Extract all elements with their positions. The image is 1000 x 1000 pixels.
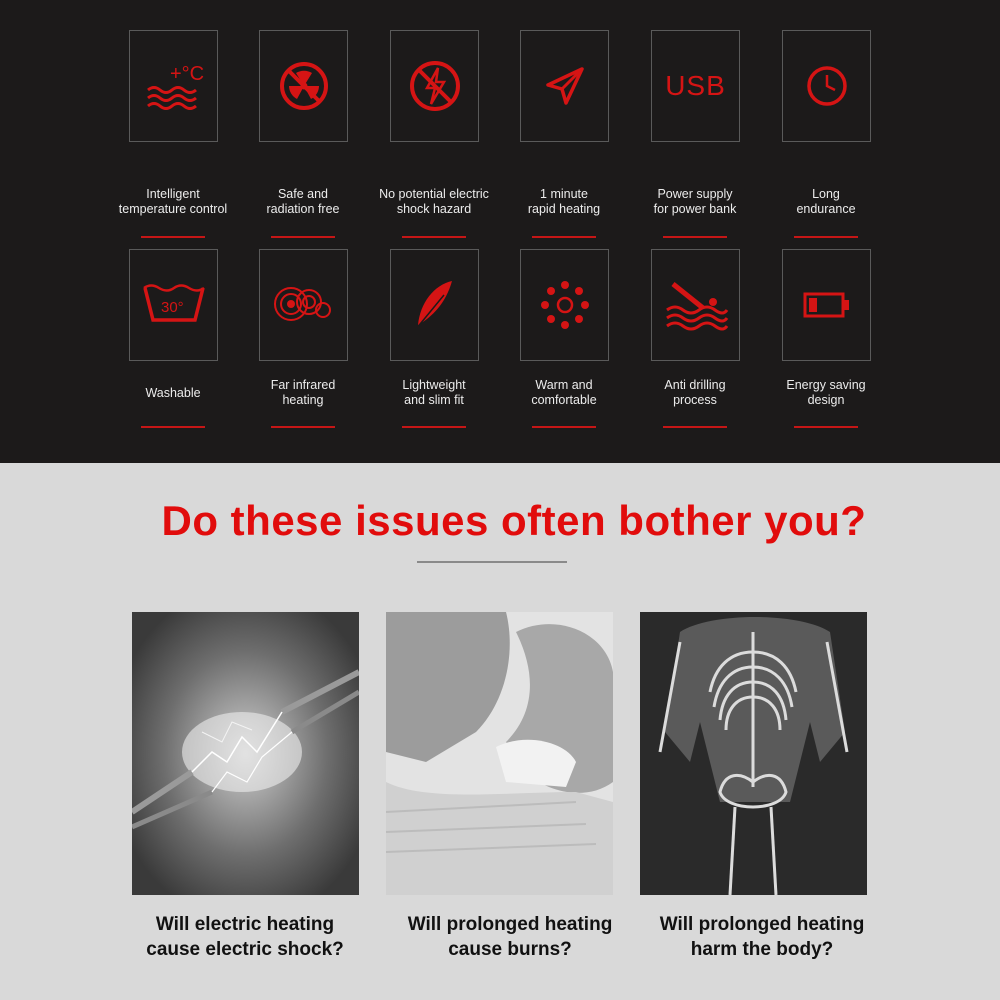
- anti-drilling-icon: [651, 249, 740, 361]
- usb-icon: USB: [651, 30, 740, 142]
- red-rule: [663, 236, 727, 238]
- paper-plane-icon: [520, 30, 609, 142]
- red-rule: [141, 236, 205, 238]
- red-rule: [402, 236, 466, 238]
- feature-label: Lightweight and slim fit: [402, 378, 466, 407]
- temperature-icon: [129, 30, 218, 142]
- feature-label: Far infrared heating: [270, 378, 336, 407]
- wash-30-icon: [129, 249, 218, 361]
- feature-label: Warm and comfortable: [531, 378, 597, 407]
- red-rule: [532, 426, 596, 428]
- feather-icon: [390, 249, 479, 361]
- no-electric-shock-icon: [390, 30, 479, 142]
- feature-label: Intelligent temperature control: [118, 187, 228, 216]
- red-rule: [271, 426, 335, 428]
- feature-label: Safe and radiation free: [266, 187, 340, 216]
- skeleton-xray-photo: [640, 612, 867, 895]
- red-rule: [663, 426, 727, 428]
- red-rule: [532, 236, 596, 238]
- svg-text:+°C: +°C: [169, 63, 204, 85]
- feature-label: 1 minute rapid heating: [527, 187, 601, 216]
- feature-label: No potential electric shock hazard: [379, 187, 489, 216]
- far-infrared-icon: [259, 249, 348, 361]
- issues-headline: Do these issues often bother you?: [161, 497, 867, 544]
- feature-label: Washable: [145, 385, 201, 400]
- red-rule: [141, 426, 205, 428]
- battery-icon: [782, 249, 871, 361]
- issue-caption-electric-shock: Will electric heating cause electric shock?: [146, 914, 344, 960]
- electric-sparks-photo: [132, 612, 359, 895]
- red-rule: [402, 426, 466, 428]
- dots-circle-icon: [520, 249, 609, 361]
- issue-caption-burns: Will prolonged heating cause burns?: [407, 914, 613, 960]
- feature-label: Power supply for power bank: [653, 187, 737, 216]
- feature-label: Long endurance: [796, 187, 856, 216]
- red-rule: [794, 426, 858, 428]
- feature-label: Anti drilling process: [664, 378, 726, 407]
- feature-label: Energy saving design: [786, 378, 866, 407]
- radiation-free-icon: [259, 30, 348, 142]
- red-rule: [271, 236, 335, 238]
- svg-text:30°: 30°: [160, 299, 184, 316]
- clock-icon: [782, 30, 871, 142]
- headline-divider: [417, 561, 567, 563]
- red-rule: [794, 236, 858, 238]
- hands-heat-patch-photo: [386, 612, 613, 895]
- issue-caption-body-harm: Will prolonged heating harm the body?: [659, 914, 865, 960]
